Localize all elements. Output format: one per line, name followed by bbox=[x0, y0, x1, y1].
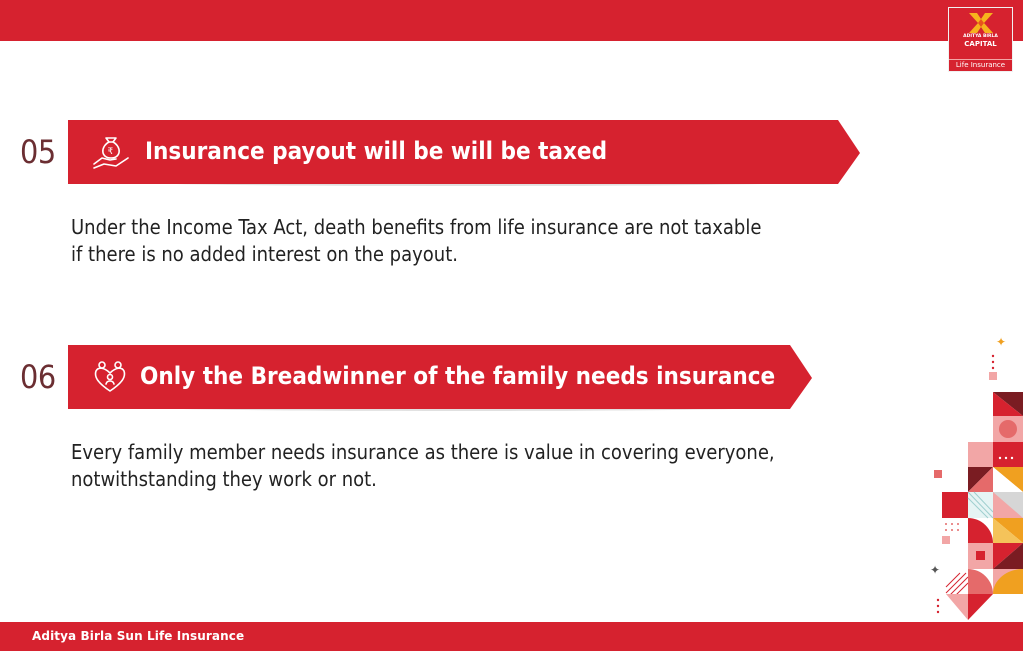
body-line: notwithstanding they work or not. bbox=[71, 467, 377, 491]
decorative-pattern bbox=[928, 332, 1023, 622]
body-line: Under the Income Tax Act, death benefits from life insurance are not taxable bbox=[71, 215, 762, 239]
section-banner-06 bbox=[68, 345, 814, 413]
svg-text:✦: ✦ bbox=[996, 335, 1007, 349]
logo-brand-line2: CAPITAL bbox=[964, 40, 997, 48]
section-banner-05 bbox=[68, 120, 862, 188]
logo-mark-icon bbox=[969, 13, 993, 33]
logo-divider bbox=[949, 59, 1012, 60]
section-title-05: Insurance payout will be will be taxed bbox=[145, 137, 608, 165]
section-number-05: 05 bbox=[20, 133, 56, 171]
logo-product: Life Insurance bbox=[955, 61, 1006, 69]
family-heart-icon bbox=[92, 359, 128, 395]
top-bar bbox=[0, 0, 1023, 41]
brand-logo bbox=[948, 7, 1013, 72]
section-title-06: Only the Breadwinner of the family needs insurance bbox=[140, 362, 776, 390]
footer-text: Aditya Birla Sun Life Insurance bbox=[32, 629, 245, 643]
body-line: Every family member needs insurance as there is value in covering everyone, bbox=[71, 440, 775, 464]
body-line: if there is no added interest on the payout. bbox=[71, 242, 458, 266]
svg-text:₹: ₹ bbox=[107, 147, 114, 157]
hand-money-icon bbox=[92, 134, 130, 170]
section-body-05 bbox=[71, 214, 871, 268]
svg-text:✦: ✦ bbox=[930, 563, 941, 577]
section-body-06 bbox=[71, 439, 871, 493]
section-number-06: 06 bbox=[20, 358, 56, 396]
logo-brand-line1: ADITYA BIRLA bbox=[963, 34, 998, 39]
